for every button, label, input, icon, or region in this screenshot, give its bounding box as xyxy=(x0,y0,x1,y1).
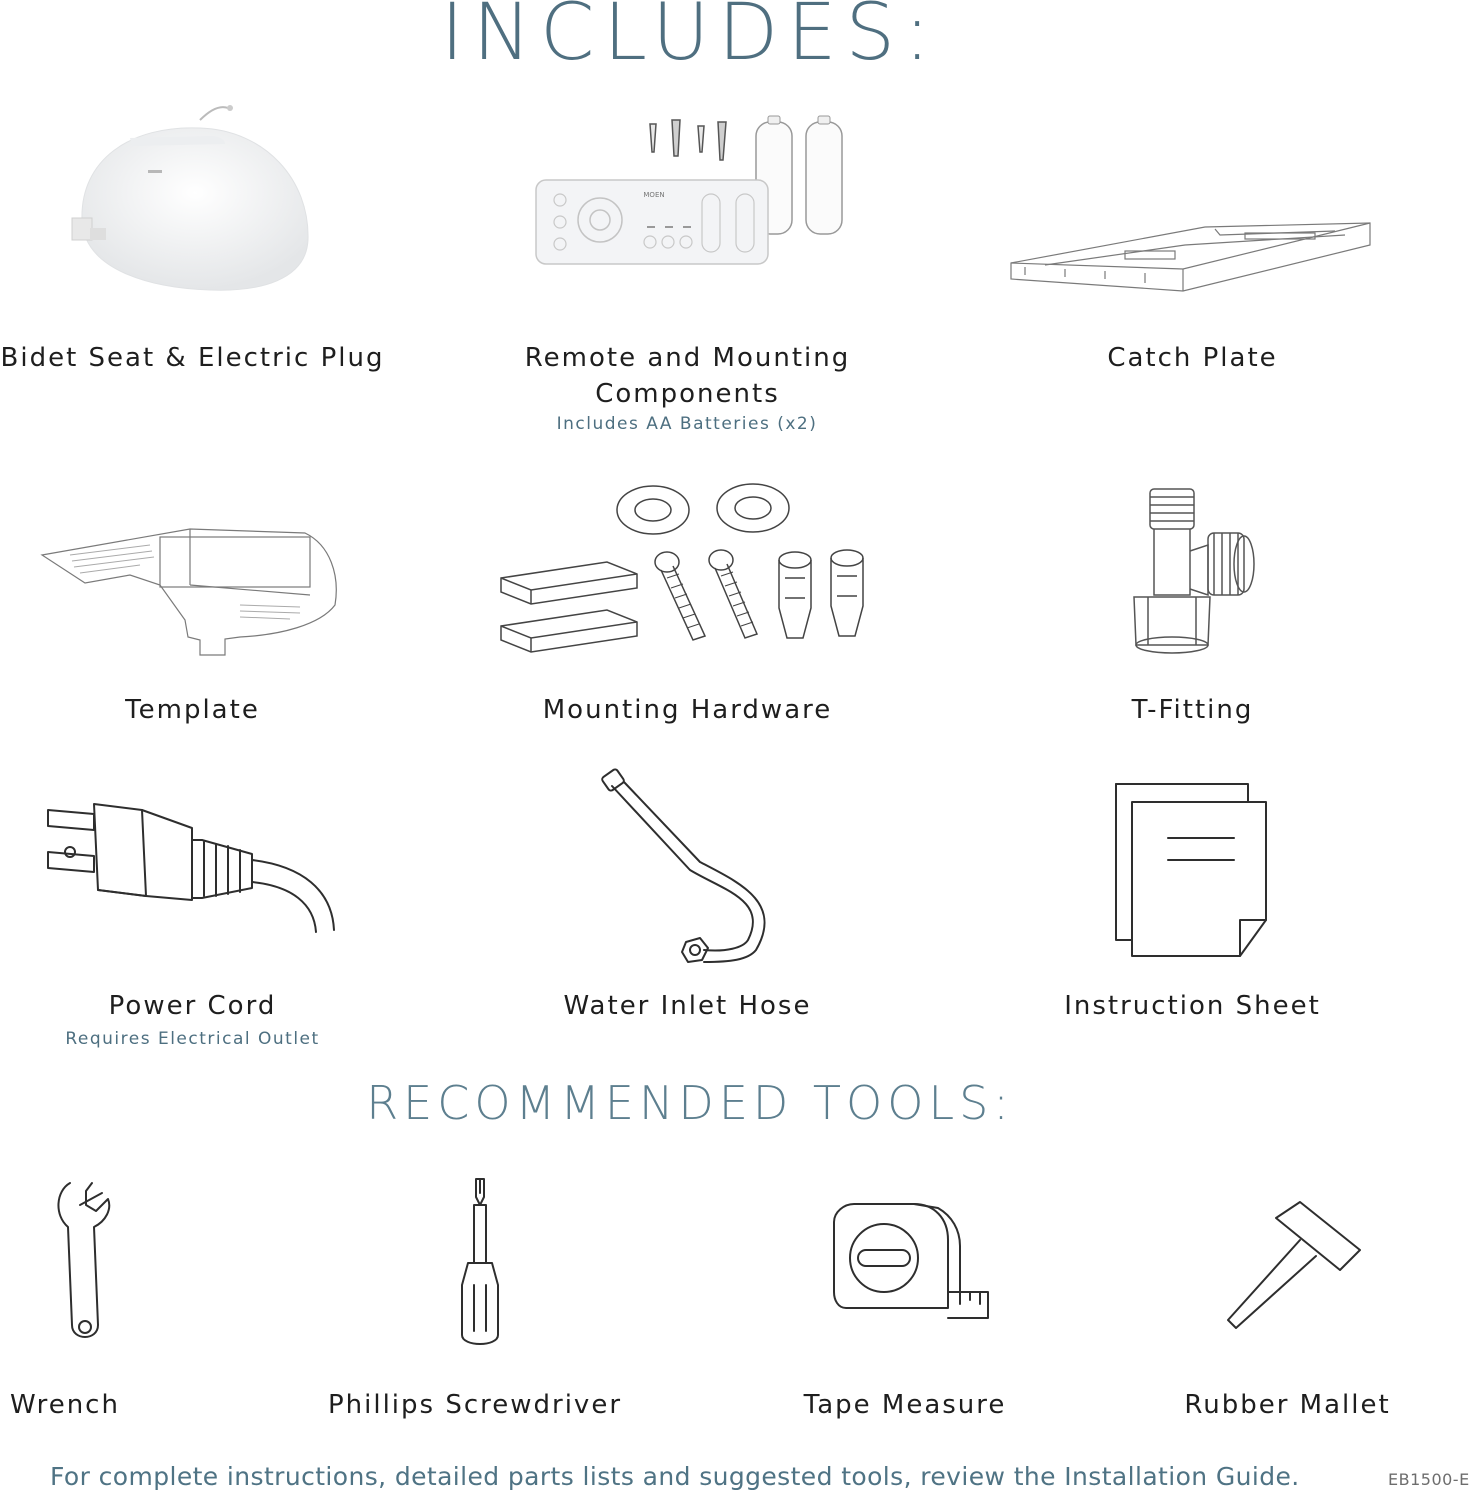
rubber-mallet-icon xyxy=(1220,1200,1365,1335)
tool-label-rubber-mallet: Rubber Mallet xyxy=(1184,1390,1391,1420)
item-label-instruction-sheet: Instruction Sheet xyxy=(1064,991,1321,1021)
item-label-t-fitting: T-Fitting xyxy=(1131,695,1254,725)
footer-note: For complete instructions, detailed parts lists and suggested tools, review the Installation Guide. xyxy=(50,1462,1300,1491)
tool-label-phillips-screwdriver: Phillips Screwdriver xyxy=(327,1390,623,1420)
item-label-remote: Remote and Mounting Components xyxy=(524,343,851,409)
document-code: EB1500-E xyxy=(1388,1470,1470,1489)
tool-label-wrench: Wrench xyxy=(10,1390,120,1420)
tool-label-tape-measure: Tape Measure xyxy=(803,1390,1007,1420)
t-fitting-image xyxy=(1118,485,1258,655)
mounting-hardware-image xyxy=(495,478,885,663)
water-inlet-hose-image xyxy=(598,770,778,970)
wrench-icon xyxy=(50,1175,120,1350)
remote-brand-text: MOEN xyxy=(643,191,665,199)
instruction-sheet-image xyxy=(1110,780,1275,965)
remote-and-components-image xyxy=(530,112,880,272)
bidet-seat-image xyxy=(60,100,320,300)
item-sub-remote: Includes AA Batteries (x2) xyxy=(556,414,818,434)
item-label-water-inlet-hose: Water Inlet Hose xyxy=(563,991,812,1021)
item-label-power-cord: Power Cord xyxy=(108,991,277,1021)
catch-plate-image xyxy=(1005,205,1375,305)
power-cord-image xyxy=(42,800,342,935)
item-label-catch-plate: Catch Plate xyxy=(1107,343,1278,373)
screwdriver-icon xyxy=(450,1175,510,1350)
recommended-tools-heading: RECOMMENDED TOOLS: xyxy=(366,1076,1014,1130)
item-label-bidet-seat: Bidet Seat & Electric Plug xyxy=(0,343,385,373)
item-label-template: Template xyxy=(125,695,260,725)
item-label-mounting-hardware: Mounting Hardware xyxy=(542,695,833,725)
tape-measure-icon xyxy=(828,1200,993,1325)
template-image xyxy=(40,525,345,665)
item-sub-power-cord: Requires Electrical Outlet xyxy=(65,1029,320,1049)
includes-heading: INCLUDES: xyxy=(440,0,940,78)
